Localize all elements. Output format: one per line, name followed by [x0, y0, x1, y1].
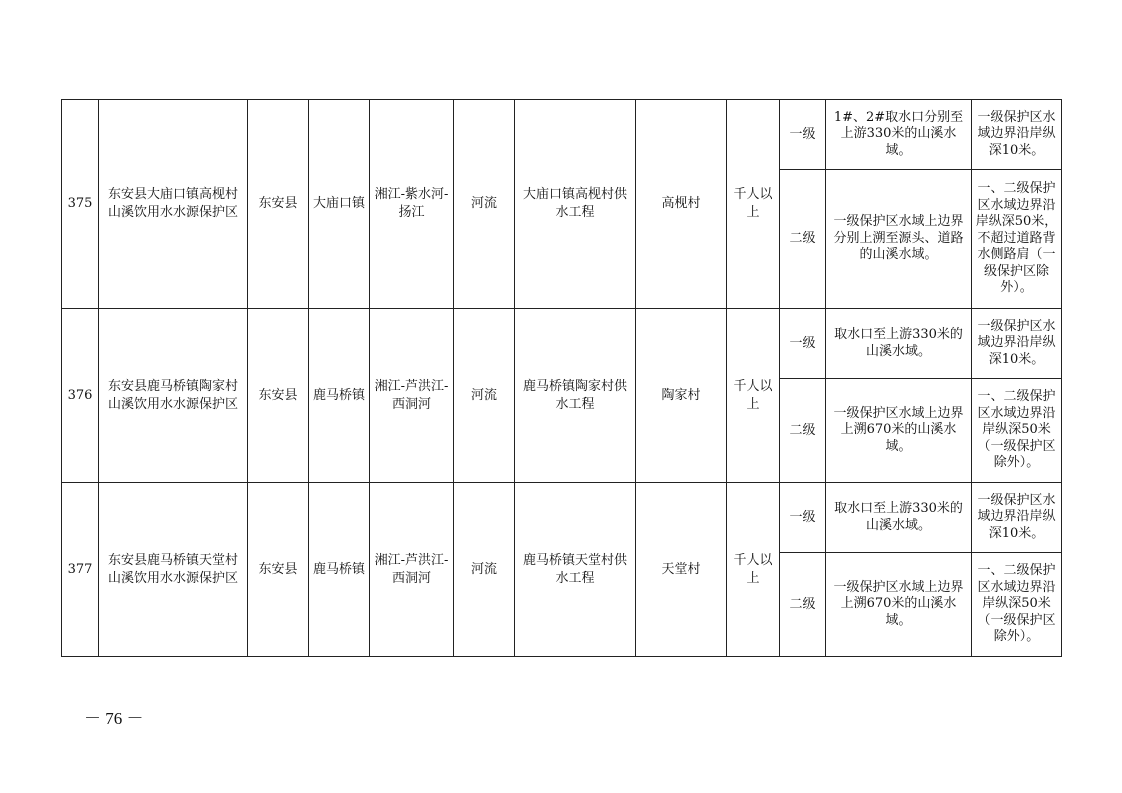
service-scale-cell: 千人以上 [727, 309, 780, 483]
service-scale-cell: 千人以上 [727, 483, 780, 657]
land-boundary-cell: 一、二级保护区水域边界沿岸纵深50米，不超过道路背水侧路肩（一级保护区除外）。 [972, 170, 1062, 309]
zone-level-cell: 二级 [780, 379, 826, 483]
county-cell: 东安县 [248, 309, 309, 483]
water-type-cell: 河流 [454, 100, 515, 309]
protection-area-name: 东安县大庙口镇高枧村山溪饮用水水源保护区 [99, 100, 248, 309]
village-cell: 高枧村 [636, 100, 727, 309]
zone-level-cell: 一级 [780, 483, 826, 553]
town-cell: 鹿马桥镇 [309, 483, 370, 657]
river-system-cell: 湘江-芦洪江-西洞河 [370, 483, 454, 657]
land-boundary-cell: 一级保护区水域边界沿岸纵深10米。 [972, 483, 1062, 553]
water-type-cell: 河流 [454, 309, 515, 483]
water-type-cell: 河流 [454, 483, 515, 657]
land-boundary-cell: 一、二级保护区水域边界沿岸纵深50米（一级保护区除外）。 [972, 553, 1062, 657]
page-number: － 76 － [84, 709, 144, 728]
zone-level-cell: 一级 [780, 309, 826, 379]
protection-area-name: 东安县鹿马桥镇陶家村山溪饮用水水源保护区 [99, 309, 248, 483]
protection-area-name: 东安县鹿马桥镇天堂村山溪饮用水水源保护区 [99, 483, 248, 657]
row-number: 376 [62, 309, 99, 483]
zone-level-cell: 二级 [780, 553, 826, 657]
row-number: 377 [62, 483, 99, 657]
land-boundary-cell: 一级保护区水域边界沿岸纵深10米。 [972, 100, 1062, 170]
supply-project-cell: 鹿马桥镇陶家村供水工程 [515, 309, 636, 483]
village-cell: 陶家村 [636, 309, 727, 483]
water-scope-cell: 取水口至上游330米的山溪水域。 [826, 309, 972, 379]
water-scope-cell: 取水口至上游330米的山溪水域。 [826, 483, 972, 553]
water-scope-cell: 一级保护区水域上边界上溯670米的山溪水域。 [826, 553, 972, 657]
county-cell: 东安县 [248, 483, 309, 657]
water-scope-cell: 1#、2#取水口分别至上游330米的山溪水域。 [826, 100, 972, 170]
zone-level-cell: 二级 [780, 170, 826, 309]
river-system-cell: 湘江-紫水河-扬江 [370, 100, 454, 309]
row-number: 375 [62, 100, 99, 309]
land-boundary-cell: 一、二级保护区水域边界沿岸纵深50米（一级保护区除外）。 [972, 379, 1062, 483]
water-scope-cell: 一级保护区水域上边界分别上溯至源头、道路的山溪水域。 [826, 170, 972, 309]
county-cell: 东安县 [248, 100, 309, 309]
service-scale-cell: 千人以上 [727, 100, 780, 309]
zone-level-cell: 一级 [780, 100, 826, 170]
land-boundary-cell: 一级保护区水域边界沿岸纵深10米。 [972, 309, 1062, 379]
town-cell: 鹿马桥镇 [309, 309, 370, 483]
table-row [62, 100, 1062, 170]
protection-zone-table [61, 99, 1062, 657]
table-row [62, 309, 1062, 379]
table-row [62, 483, 1062, 553]
supply-project-cell: 大庙口镇高枧村供水工程 [515, 100, 636, 309]
river-system-cell: 湘江-芦洪江-西洞河 [370, 309, 454, 483]
supply-project-cell: 鹿马桥镇天堂村供水工程 [515, 483, 636, 657]
water-scope-cell: 一级保护区水域上边界上溯670米的山溪水域。 [826, 379, 972, 483]
village-cell: 天堂村 [636, 483, 727, 657]
town-cell: 大庙口镇 [309, 100, 370, 309]
